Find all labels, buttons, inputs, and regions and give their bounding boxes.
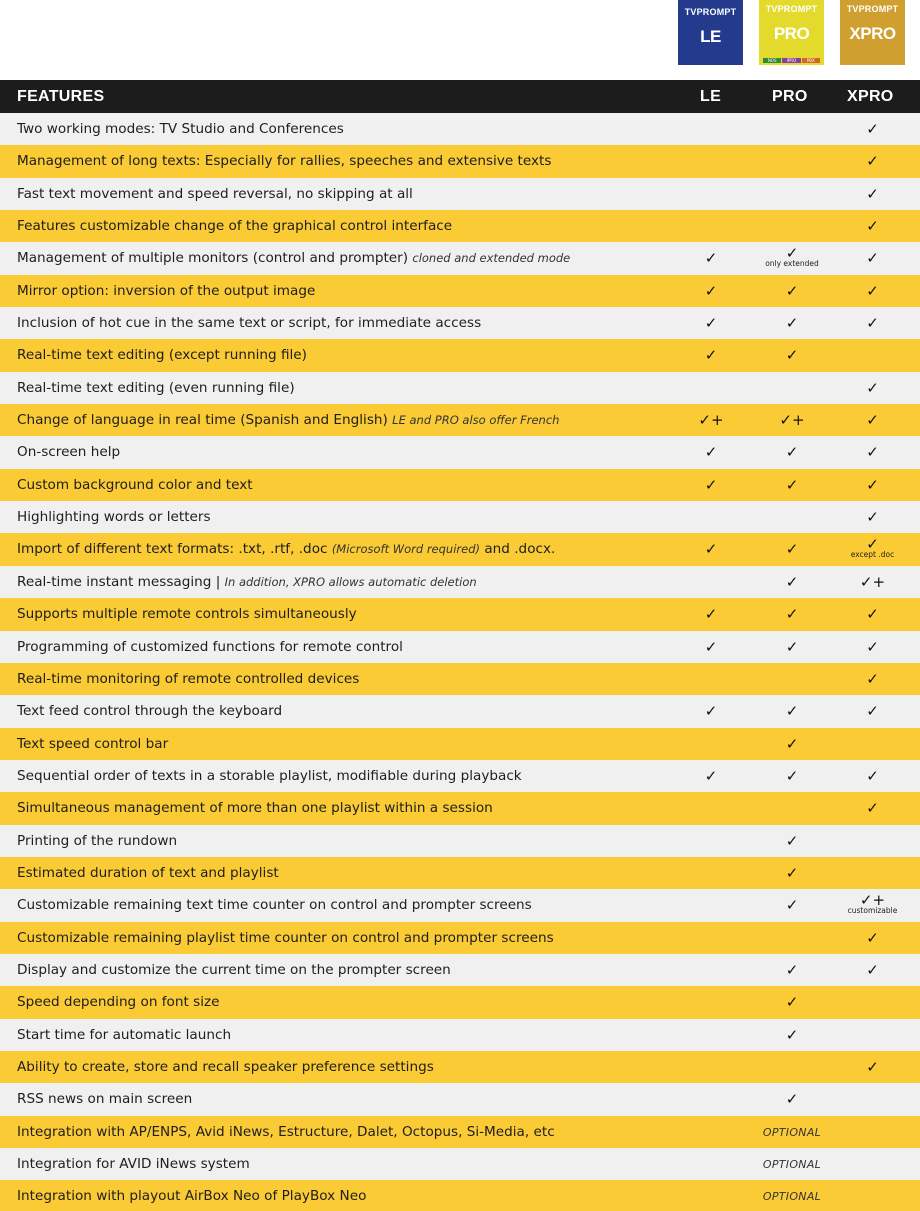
table-row xyxy=(0,145,920,177)
logo-pro xyxy=(759,0,824,65)
cell-xpro xyxy=(840,404,905,436)
feature-text xyxy=(17,444,120,460)
feature-label: RSS news on main screen xyxy=(17,1091,193,1108)
check-icon: ✓ xyxy=(866,475,879,494)
cell-le xyxy=(680,728,742,760)
header-features: FEATURES xyxy=(17,88,105,105)
cell-xpro xyxy=(840,598,905,630)
feature-label: Real-time instant messaging | xyxy=(17,573,221,590)
feature-text xyxy=(17,897,532,913)
check-icon: ✓ xyxy=(704,637,718,656)
feature-text xyxy=(17,1091,192,1107)
check-icon: ✓ xyxy=(866,637,879,656)
cell-pro xyxy=(760,566,824,598)
feature-text xyxy=(17,380,295,396)
logo-pro-sub-2: IPRO xyxy=(782,58,800,63)
table-row xyxy=(0,1051,920,1083)
cell-xpro xyxy=(840,533,905,565)
table-row xyxy=(0,695,920,727)
cell-pro xyxy=(760,307,824,339)
table-row xyxy=(0,1083,920,1115)
cell-footnote: except .doc xyxy=(850,550,895,560)
feature-text xyxy=(17,121,344,137)
cell-xpro xyxy=(840,825,905,857)
table-row xyxy=(0,825,920,857)
feature-note: (Microsoft Word required) xyxy=(331,542,481,557)
cell-pro xyxy=(760,469,824,501)
table-row xyxy=(0,210,920,242)
cell-le xyxy=(680,533,742,565)
check-icon: ✓ xyxy=(704,346,718,365)
feature-text xyxy=(17,574,477,590)
feature-label: Real-time text editing (even running file) xyxy=(17,379,295,396)
feature-label: Real-time text editing (except running file) xyxy=(17,347,307,364)
cell-pro xyxy=(760,178,824,210)
cell-xpro xyxy=(840,631,905,663)
feature-text xyxy=(17,1027,231,1043)
cell-pro xyxy=(760,695,824,727)
cell-xpro xyxy=(840,728,905,760)
cell-xpro xyxy=(840,469,905,501)
table-row xyxy=(0,954,920,986)
table-row xyxy=(0,1019,920,1051)
feature-text xyxy=(17,218,452,234)
logo-pro-edition: PRO xyxy=(773,24,810,43)
optional-label: OPTIONAL xyxy=(762,1190,822,1204)
feature-label: Customizable remaining text time counter on control and prompter screens xyxy=(17,897,532,914)
edition-logos xyxy=(0,0,920,80)
logo-xpro xyxy=(840,0,905,65)
cell-pro xyxy=(760,436,824,468)
cell-le xyxy=(680,145,742,177)
check-icon: ✓ xyxy=(866,314,879,333)
cell-le xyxy=(680,178,742,210)
feature-label: Display and customize the current time on the prompter screen xyxy=(17,961,451,978)
cell-footnote: only extended xyxy=(765,259,819,269)
feature-text xyxy=(17,509,211,525)
feature-label: Ability to create, store and recall speaker preference settings xyxy=(17,1058,434,1075)
cell-xpro xyxy=(840,210,905,242)
check-icon: ✓ xyxy=(866,669,879,688)
cell-xpro xyxy=(840,1116,905,1148)
cell-pro xyxy=(760,889,824,921)
table-row xyxy=(0,339,920,371)
cell-pro xyxy=(760,339,824,371)
logo-pro-sub-3: PBX xyxy=(802,58,820,63)
table-row xyxy=(0,533,920,565)
check-icon: ✓ xyxy=(785,314,799,333)
cell-xpro xyxy=(840,889,905,921)
feature-text xyxy=(17,153,551,169)
check-icon: ✓ xyxy=(704,766,718,785)
cell-pro xyxy=(760,857,824,889)
cell-xpro xyxy=(840,792,905,824)
check-icon: ✓ xyxy=(866,960,879,979)
check-icon: ✓ xyxy=(866,120,879,138)
cell-xpro xyxy=(840,113,905,145)
feature-label: Inclusion of hot cue in the same text or script, for immediate access xyxy=(17,315,482,332)
check-icon: ✓ xyxy=(785,766,799,785)
cell-pro xyxy=(760,1051,824,1083)
cell-xpro xyxy=(840,857,905,889)
check-icon: ✓ xyxy=(785,993,799,1012)
header-pro: PRO xyxy=(772,88,808,105)
check-icon: ✓ xyxy=(866,605,879,624)
optional-label: OPTIONAL xyxy=(762,1158,822,1171)
feature-comparison-table xyxy=(0,80,920,1211)
feature-label: Printing of the rundown xyxy=(17,832,178,849)
check-icon: ✓+ xyxy=(859,572,886,591)
feature-label: Mirror option: inversion of the output image xyxy=(17,282,316,299)
cell-le xyxy=(680,663,742,695)
cell-xpro xyxy=(840,242,905,274)
feature-text xyxy=(17,186,413,202)
feature-label: Two working modes: TV Studio and Conferences xyxy=(17,121,344,137)
feature-text xyxy=(17,1188,366,1204)
cell-le xyxy=(680,857,742,889)
cell-xpro xyxy=(840,760,905,792)
feature-text xyxy=(17,250,570,266)
feature-label: Custom background color and text xyxy=(17,476,253,493)
feature-label: Text speed control bar xyxy=(17,735,169,752)
logo-xpro-edition: XPRO xyxy=(849,24,896,43)
cell-xpro xyxy=(840,986,905,1018)
feature-text xyxy=(17,477,253,493)
check-icon: ✓ xyxy=(785,734,799,753)
cell-le xyxy=(680,566,742,598)
feature-label: Highlighting words or letters xyxy=(17,509,211,526)
check-icon: ✓ xyxy=(866,443,879,462)
cell-xpro xyxy=(840,954,905,986)
logo-le-edition: LE xyxy=(700,27,721,46)
cell-pro xyxy=(760,1083,824,1115)
check-icon: ✓+ xyxy=(779,411,805,430)
feature-note: LE and PRO also offer French xyxy=(392,413,560,428)
feature-text xyxy=(17,1156,250,1172)
feature-label: Supports multiple remote controls simultaneously xyxy=(17,606,357,623)
table-row xyxy=(0,436,920,468)
cell-xpro xyxy=(840,1051,905,1083)
feature-label: Customizable remaining playlist time counter on control and prompter screens xyxy=(17,929,554,946)
check-icon: ✓ xyxy=(866,152,879,171)
feature-text xyxy=(17,347,307,363)
cell-xpro xyxy=(840,275,905,307)
table-row xyxy=(0,857,920,889)
cell-le xyxy=(680,307,742,339)
feature-text xyxy=(17,703,282,719)
cell-xpro xyxy=(840,566,905,598)
cell-pro xyxy=(760,728,824,760)
check-icon: ✓ xyxy=(704,475,718,494)
table-body xyxy=(0,113,920,1211)
cell-le xyxy=(680,825,742,857)
check-icon: ✓ xyxy=(866,249,879,268)
header-xpro: XPRO xyxy=(847,88,894,105)
cell-pro xyxy=(760,210,824,242)
feature-text xyxy=(17,930,554,946)
cell-xpro xyxy=(840,1148,905,1180)
table-row xyxy=(0,469,920,501)
logo-pro-subbands xyxy=(763,58,820,63)
table-row xyxy=(0,178,920,210)
feature-text xyxy=(17,833,177,849)
cell-xpro xyxy=(840,1019,905,1051)
feature-note: In addition, XPRO allows automatic deletion xyxy=(224,574,477,589)
table-row xyxy=(0,663,920,695)
feature-text xyxy=(17,671,359,687)
cell-le xyxy=(680,1051,742,1083)
check-icon: ✓+ xyxy=(859,891,886,910)
cell-pro xyxy=(760,792,824,824)
cell-le xyxy=(680,372,742,404)
check-icon: ✓ xyxy=(785,702,799,721)
feature-text xyxy=(17,865,279,881)
feature-text xyxy=(17,962,451,978)
check-icon: ✓ xyxy=(704,314,718,333)
table-row xyxy=(0,307,920,339)
table-row xyxy=(0,792,920,824)
check-icon: ✓ xyxy=(785,1090,799,1109)
feature-label: Features customizable change of the graphical control interface xyxy=(17,218,453,235)
check-icon: ✓ xyxy=(704,281,718,300)
check-icon: ✓ xyxy=(866,378,879,397)
table-row xyxy=(0,889,920,921)
cell-le xyxy=(680,1083,742,1115)
cell-pro xyxy=(760,598,824,630)
logo-le xyxy=(678,0,743,65)
check-icon: ✓ xyxy=(704,540,718,559)
table-row xyxy=(0,728,920,760)
feature-label: Text feed control through the keyboard xyxy=(17,703,283,720)
check-icon: ✓ xyxy=(866,702,879,721)
cell-le xyxy=(680,598,742,630)
cell-le xyxy=(680,242,742,274)
cell-xpro xyxy=(840,695,905,727)
cell-pro xyxy=(760,145,824,177)
cell-le xyxy=(680,436,742,468)
table-row xyxy=(0,501,920,533)
feature-text xyxy=(17,1124,555,1140)
check-icon: ✓ xyxy=(785,637,799,656)
cell-le xyxy=(680,501,742,533)
cell-le xyxy=(680,1019,742,1051)
check-icon: ✓ xyxy=(704,605,718,624)
feature-label: Start time for automatic launch xyxy=(17,1026,232,1043)
cell-le xyxy=(680,954,742,986)
cell-le xyxy=(680,922,742,954)
cell-xpro xyxy=(840,436,905,468)
cell-le xyxy=(680,404,742,436)
check-icon: ✓ xyxy=(785,572,799,591)
cell-le xyxy=(680,469,742,501)
table-row xyxy=(0,1148,920,1180)
cell-xpro xyxy=(840,501,905,533)
optional-label: OPTIONAL xyxy=(762,1125,822,1139)
feature-text xyxy=(17,639,403,655)
table-row xyxy=(0,404,920,436)
cell-le xyxy=(680,986,742,1018)
cell-le xyxy=(680,889,742,921)
cell-xpro xyxy=(840,372,905,404)
check-icon: ✓ xyxy=(785,1025,799,1044)
check-icon: ✓ xyxy=(704,702,718,721)
feature-label: Management of multiple monitors (control and prompter) xyxy=(17,250,409,267)
table-row xyxy=(0,631,920,663)
cell-le xyxy=(680,1180,742,1211)
cell-pro xyxy=(760,501,824,533)
check-icon: ✓ xyxy=(785,896,799,915)
cell-xpro xyxy=(840,1083,905,1115)
cell-le xyxy=(680,1116,742,1148)
header-le: LE xyxy=(700,88,722,105)
check-icon: ✓ xyxy=(866,799,879,818)
check-icon: ✓ xyxy=(866,217,879,236)
feature-text xyxy=(17,315,481,331)
check-icon: ✓ xyxy=(866,508,879,527)
check-icon: ✓ xyxy=(866,281,879,300)
feature-label: Real-time monitoring of remote controlled devices xyxy=(17,670,360,687)
feature-label: Fast text movement and speed reversal, no skipping at all xyxy=(17,185,413,202)
cell-pro xyxy=(760,1116,824,1148)
cell-le xyxy=(680,210,742,242)
check-icon: ✓ xyxy=(785,863,799,882)
cell-le xyxy=(680,760,742,792)
check-icon: ✓ xyxy=(785,346,799,365)
feature-text xyxy=(17,800,493,816)
check-icon: ✓ xyxy=(785,960,799,979)
check-icon: ✓+ xyxy=(698,411,724,430)
table-header xyxy=(0,80,920,113)
check-icon: ✓ xyxy=(704,443,718,462)
check-icon: ✓ xyxy=(785,540,799,559)
cell-xpro xyxy=(840,178,905,210)
check-icon: ✓ xyxy=(866,411,879,430)
check-icon: ✓ xyxy=(866,184,879,203)
cell-pro xyxy=(760,954,824,986)
check-icon: ✓ xyxy=(785,244,799,263)
cell-le xyxy=(680,339,742,371)
check-icon: ✓ xyxy=(785,281,799,300)
cell-footnote: customizable xyxy=(847,906,898,916)
cell-pro xyxy=(760,986,824,1018)
logo-xpro-brand: TVPROMPT xyxy=(846,4,899,14)
feature-text xyxy=(17,736,168,752)
feature-label: Change of language in real time (Spanish and English) xyxy=(17,412,388,429)
feature-label: Import of different text formats: .txt, .rtf, .doc xyxy=(17,541,328,558)
cell-le xyxy=(680,1148,742,1180)
feature-label: Speed depending on font size xyxy=(17,994,220,1011)
feature-label: Sequential order of texts in a storable playlist, modifiable during playback xyxy=(17,767,522,784)
cell-pro xyxy=(760,663,824,695)
table-row xyxy=(0,922,920,954)
logo-le-brand: TVPROMPT xyxy=(684,7,737,17)
feature-text xyxy=(17,412,559,428)
table-row xyxy=(0,760,920,792)
cell-le xyxy=(680,792,742,824)
check-icon: ✓ xyxy=(866,535,879,554)
check-icon: ✓ xyxy=(785,443,799,462)
table-row xyxy=(0,113,920,145)
feature-tail: and .docx. xyxy=(484,541,556,558)
cell-pro xyxy=(760,242,824,274)
cell-xpro xyxy=(840,663,905,695)
table-row xyxy=(0,1180,920,1211)
check-icon: ✓ xyxy=(785,605,799,624)
check-icon: ✓ xyxy=(866,1057,879,1076)
cell-pro xyxy=(760,372,824,404)
check-icon: ✓ xyxy=(785,475,799,494)
feature-note: cloned and extended mode xyxy=(412,251,571,266)
cell-xpro xyxy=(840,922,905,954)
cell-pro xyxy=(760,631,824,663)
table-row xyxy=(0,372,920,404)
cell-pro xyxy=(760,760,824,792)
cell-pro xyxy=(760,922,824,954)
feature-label: Management of long texts: Especially for rallies, speeches and extensive texts xyxy=(17,153,552,170)
cell-le xyxy=(680,695,742,727)
feature-label: Programming of customized functions for remote control xyxy=(17,638,403,655)
cell-le xyxy=(680,113,742,145)
cell-pro xyxy=(760,533,824,565)
cell-pro xyxy=(760,825,824,857)
table-row xyxy=(0,275,920,307)
table-row xyxy=(0,242,920,274)
table-row xyxy=(0,598,920,630)
cell-pro xyxy=(760,404,824,436)
feature-text xyxy=(17,994,220,1010)
check-icon: ✓ xyxy=(785,831,799,850)
cell-pro xyxy=(760,1148,824,1180)
cell-pro xyxy=(760,275,824,307)
cell-xpro xyxy=(840,1180,905,1211)
feature-label: Integration for AVID iNews system xyxy=(17,1156,250,1172)
feature-text xyxy=(17,768,522,784)
table-row xyxy=(0,566,920,598)
cell-le xyxy=(680,631,742,663)
check-icon: ✓ xyxy=(866,766,879,785)
cell-pro xyxy=(760,113,824,145)
feature-label: Integration with playout AirBox Neo of PlayBox Neo xyxy=(17,1188,367,1205)
cell-xpro xyxy=(840,145,905,177)
feature-label: Simultaneous management of more than one playlist within a session xyxy=(17,800,493,817)
cell-pro xyxy=(760,1180,824,1211)
check-icon: ✓ xyxy=(866,928,879,947)
feature-label: On-screen help xyxy=(17,444,121,461)
cell-xpro xyxy=(840,307,905,339)
logo-pro-sub-1: NOS xyxy=(763,58,781,63)
feature-label: Integration with AP/ENPS, Avid iNews, Estructure, Dalet, Octopus, Si-Media, etc xyxy=(17,1123,555,1140)
cell-le xyxy=(680,275,742,307)
feature-text xyxy=(17,541,555,557)
table-row xyxy=(0,1116,920,1148)
table-row xyxy=(0,986,920,1018)
cell-xpro xyxy=(840,339,905,371)
feature-label: Estimated duration of text and playlist xyxy=(17,864,279,881)
feature-text xyxy=(17,283,315,299)
cell-pro xyxy=(760,1019,824,1051)
feature-text xyxy=(17,1059,434,1075)
logo-pro-brand: TVPROMPT xyxy=(765,4,818,14)
feature-text xyxy=(17,606,357,622)
check-icon: ✓ xyxy=(704,249,718,268)
